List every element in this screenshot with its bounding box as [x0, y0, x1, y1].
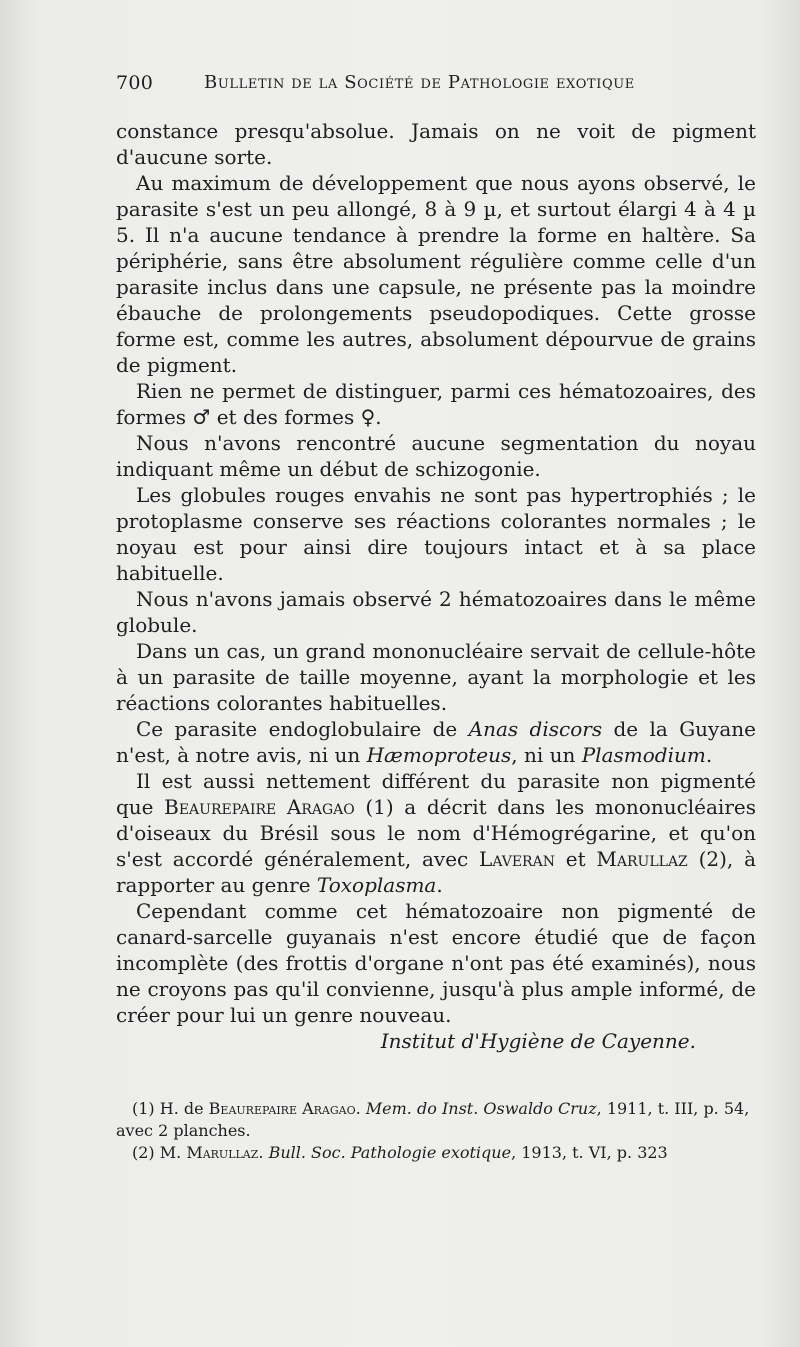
paragraph: Au maximum de développement que nous ayons observé, le parasite s'est un peu allongé, 8 à 9 µ, et surtout élargi 4 à 4 µ 5. Il n'a aucune tendance à prendre la forme en haltère. Sa périphérie, sans être absolument régulière comme celle d'un parasite inclus dans une capsule, ne présente pas la moindre ébauche de prolongements pseudopodiques. Cette grosse forme est, comme les autres, absolument dépourvue de grains de pigment.: [116, 171, 756, 377]
text-run: .: [705, 743, 713, 767]
text-run: Il est aussi nettement différent du parasite non pigmenté que: [116, 769, 756, 819]
paragraph: Dans un cas, un grand mononucléaire servait de cellule-hôte à un parasite de taille moyenne, ayant la morphologie et les réactions colorantes habituelles.: [116, 639, 756, 715]
running-head: Bulletin de la Société de Pathologie exotique: [204, 72, 635, 93]
author-name: Laveran: [479, 847, 555, 871]
paragraph: Cependant comme cet hématozoaire non pigmenté de canard-sarcelle guyanais n'est encore étudié que de façon incomplète (des frottis d'organe n'ont pas été examinés), nous ne croyons pas qu'il convienne, jusqu'à plus ample informé, de créer pour lui un genre nouveau.: [116, 899, 756, 1027]
text-run: , 1913, t. VI, p. 323: [511, 1143, 668, 1162]
genus-name: Plasmodium: [581, 743, 706, 767]
text-run: .: [436, 873, 443, 897]
species-name: Anas discors: [468, 717, 603, 741]
paragraph-comparison: [116, 768, 756, 898]
journal-title: Mem. do Inst. Oswaldo Cruz: [365, 1099, 597, 1118]
page-number: 700: [116, 72, 154, 94]
genus-name: Toxoplasma: [316, 873, 437, 897]
footnote: [116, 1142, 756, 1164]
text-run: et: [554, 847, 597, 871]
text-run: (2), à rapporter au genre: [116, 847, 756, 897]
text-run: (1) H. de: [132, 1099, 209, 1118]
footnotes: [116, 1098, 756, 1164]
text-run: (2) M.: [132, 1143, 187, 1162]
text-run: , 1911, t. III, p. 54, avec 2 planches.: [116, 1099, 750, 1140]
paragraph: constance presqu'absolue. Jamais on ne voit de pigment d'aucune sorte.: [116, 119, 756, 169]
author-name: Marullaz: [186, 1143, 259, 1162]
author-name: Marullaz: [596, 847, 688, 871]
article-body: [116, 118, 756, 1054]
paragraph-species: [116, 716, 756, 768]
signature: Institut d'Hygiène de Cayenne.: [380, 1029, 696, 1053]
paragraph: Nous n'avons jamais observé 2 hématozoaires dans le même globule.: [116, 587, 756, 637]
genus-name: Hæmoproteus: [366, 743, 512, 767]
text-run: de la Guyane n'est, à notre avis, ni un: [116, 717, 756, 767]
text-run: .: [258, 1143, 269, 1162]
text-run: Ce parasite endoglobulaire de: [136, 717, 469, 741]
journal-title: Bull. Soc. Pathologie exotique: [268, 1143, 512, 1162]
author-name: Beaurepaire Aragao: [164, 795, 355, 819]
text-run: .: [355, 1099, 366, 1118]
paragraph: Les globules rouges envahis ne sont pas hypertrophiés ; le protoplasme conserve ses réactions colorantes normales ; le noyau est pour ainsi dire toujours intact et à sa place habituelle.: [116, 483, 756, 585]
text-run: , ni un: [511, 743, 582, 767]
paragraph: Nous n'avons rencontré aucune segmentation du noyau indiquant même un début de schizogonie.: [116, 431, 756, 481]
author-name: Beaurepaire Aragao: [208, 1099, 356, 1118]
text-run: (1) a décrit dans les mononucléaires d'oiseaux du Brésil sous le nom d'Hémogrégarine, et qu'on s'est accordé généralement, avec: [116, 795, 756, 871]
paragraph: Rien ne permet de distinguer, parmi ces hématozoaires, des formes ♂ et des formes ♀.: [116, 379, 756, 429]
footnote: [116, 1098, 756, 1142]
page-header: [116, 72, 676, 100]
